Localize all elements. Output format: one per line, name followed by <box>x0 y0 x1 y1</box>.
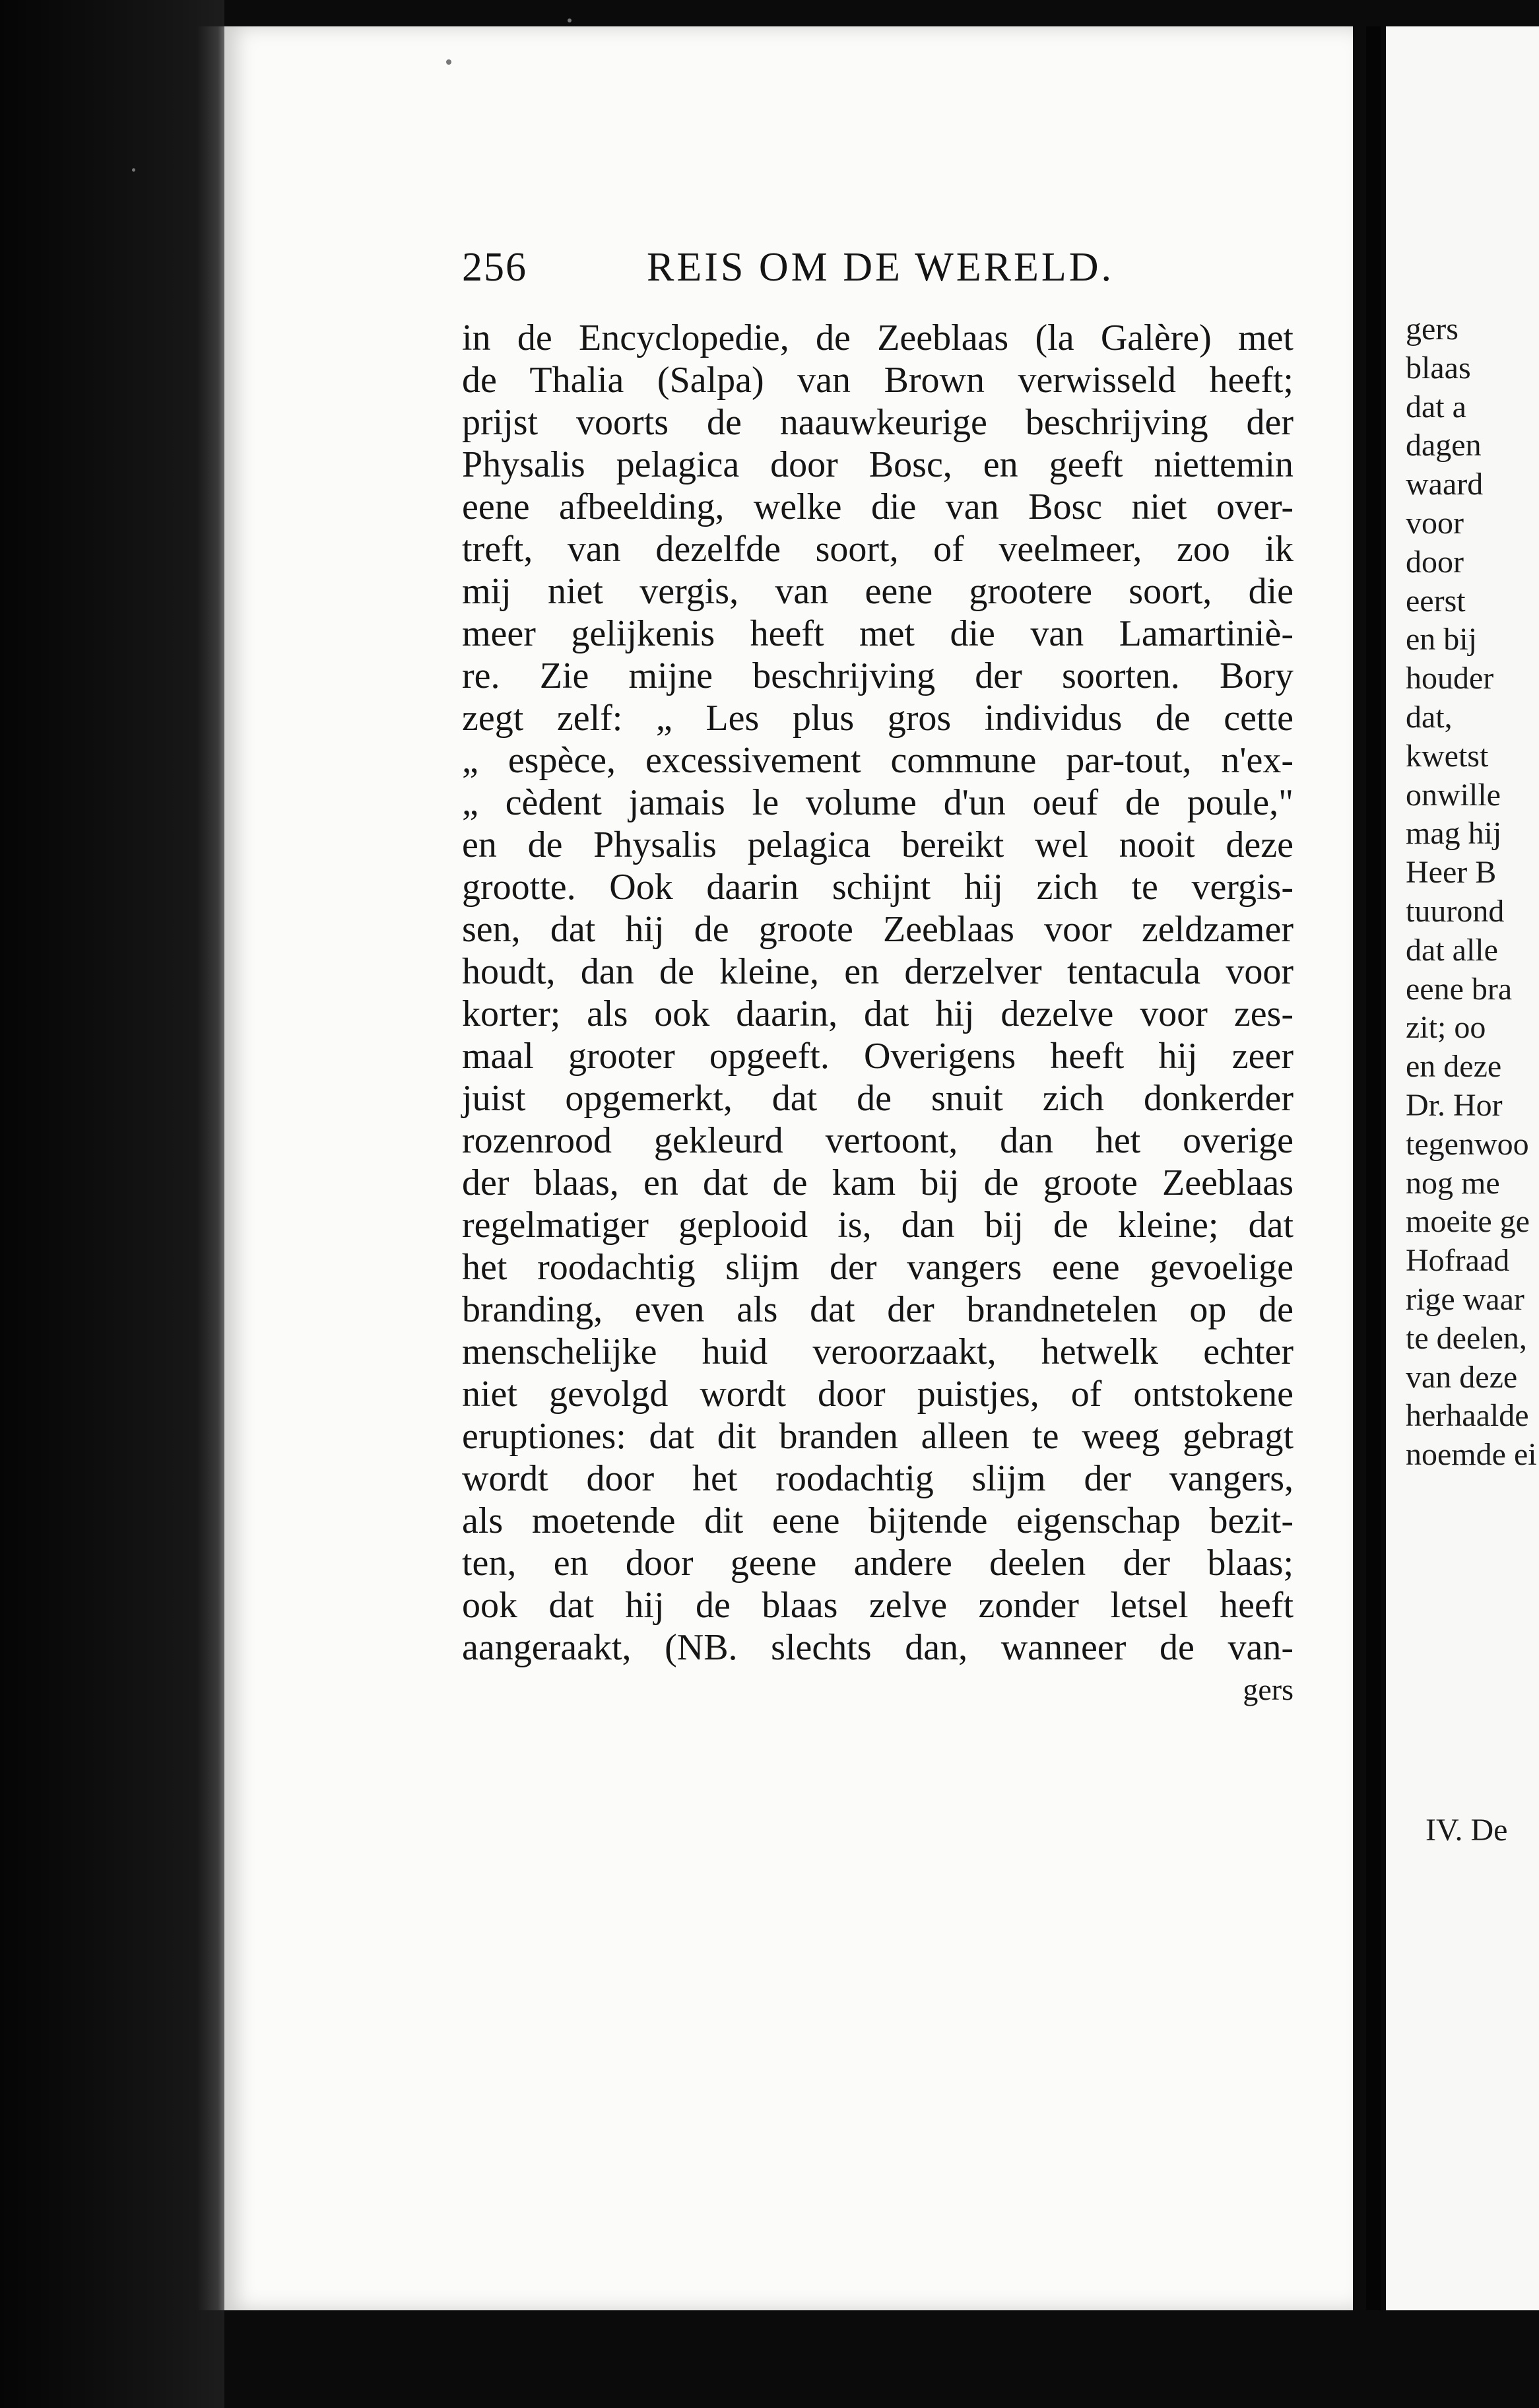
text-line: prijst voorts de naauwkeurige beschrijving der <box>462 402 1293 443</box>
facing-page-line: houder <box>1406 661 1494 696</box>
paper-speck <box>446 59 451 65</box>
facing-page-line: Hofraad <box>1406 1243 1510 1279</box>
facing-page-line: dagen <box>1406 428 1482 463</box>
text-line: het roodachtig slijm der vangers eene gevoelige <box>462 1247 1293 1288</box>
text-line: der blaas, en dat de kam bij de groote Zeeblaas <box>462 1162 1293 1203</box>
body-text <box>462 317 1293 1711</box>
facing-page-line: en bij <box>1406 622 1477 657</box>
facing-page-line: te deelen, <box>1406 1320 1527 1356</box>
facing-page-line: dat a <box>1406 389 1466 424</box>
facing-page-footer: IV. De <box>1425 1813 1508 1848</box>
facing-page-line: onwille <box>1406 777 1501 813</box>
running-title: REIS OM DE WERELD. <box>647 245 1115 290</box>
paper-speck <box>568 18 572 22</box>
text-line: regelmatiger geplooid is, dan bij de kleine; dat <box>462 1205 1293 1246</box>
facing-page-line: rige waar <box>1406 1281 1524 1317</box>
text-line: houdt, dan de kleine, en derzelver tentacula voor <box>462 951 1293 992</box>
text-line: mij niet vergis, van eene grootere soort, die <box>462 571 1293 612</box>
text-line: als moetende dit eene bijtende eigenschap bezit- <box>462 1500 1293 1541</box>
text-line: juist opgemerkt, dat de snuit zich donkerder <box>462 1078 1293 1119</box>
facing-page-line: eerst <box>1406 583 1466 619</box>
text-line: zegt zelf: „ Les plus gros individus de cette <box>462 698 1293 739</box>
text-line: ten, en door geene andere deelen der blaas; <box>462 1543 1293 1584</box>
page-header <box>462 244 1188 304</box>
facing-page-line: zit; oo <box>1406 1010 1486 1046</box>
facing-page-line: en deze <box>1406 1049 1502 1085</box>
paper-speck <box>132 168 135 172</box>
text-line: en de Physalis pelagica bereikt wel nooit deze <box>462 824 1293 865</box>
facing-page-line: moeite ge <box>1406 1204 1530 1240</box>
text-line: korter; als ook daarin, dat hij dezelve voor zes- <box>462 993 1293 1034</box>
page-divider <box>1366 26 1381 2310</box>
facing-page-line: Heer B <box>1406 855 1497 890</box>
text-line: maal grooter opgeeft. Overigens heeft hij zeer <box>462 1036 1293 1077</box>
text-line: eruptiones: dat dit branden alleen te weeg gebragt <box>462 1416 1293 1457</box>
text-line: ook dat hij de blaas zelve zonder letsel heeft <box>462 1585 1293 1626</box>
facing-page-line: nog me <box>1406 1165 1500 1201</box>
text-line: wordt door het roodachtig slijm der vangers, <box>462 1458 1293 1499</box>
facing-page-line: tuurond <box>1406 893 1505 929</box>
text-line: sen, dat hij de groote Zeeblaas voor zeldzamer <box>462 909 1293 950</box>
text-line: meer gelijkenis heeft met die van Lamartiniè- <box>462 613 1293 654</box>
facing-page-line: voor <box>1406 505 1464 541</box>
text-line: grootte. Ook daarin schijnt hij zich te vergis- <box>462 867 1293 908</box>
text-line: rozenrood gekleurd vertoont, dan het overige <box>462 1120 1293 1161</box>
facing-page-line: blaas <box>1406 350 1471 385</box>
facing-page-line: tegenwoo <box>1406 1126 1529 1162</box>
page-number: 256 <box>462 245 527 290</box>
text-line: treft, van dezelfde soort, of veelmeer, zoo ik <box>462 529 1293 570</box>
facing-page-line: eene bra <box>1406 971 1513 1007</box>
facing-page-line: dat, <box>1406 699 1453 735</box>
facing-page-line: gers <box>1406 312 1458 347</box>
text-line: aangeraakt, (NB. slechts dan, wanneer de van- <box>462 1627 1293 1668</box>
text-line: in de Encyclopedie, de Zeeblaas (la Galère) met <box>462 318 1293 358</box>
book-gutter <box>0 0 224 2408</box>
text-line: niet gevolgd wordt door puistjes, of ontstokene <box>462 1374 1293 1415</box>
facing-page-line: Dr. Hor <box>1406 1087 1503 1123</box>
facing-page-line: van deze <box>1406 1359 1518 1395</box>
text-line: eene afbeelding, welke die van Bosc niet over- <box>462 486 1293 527</box>
facing-page-line: mag hij <box>1406 816 1502 852</box>
facing-page-line: noemde ei <box>1406 1437 1537 1473</box>
facing-page-line: waard <box>1406 467 1484 502</box>
text-line: Physalis pelagica door Bosc, en geeft niettemin <box>462 444 1293 485</box>
text-line: re. Zie mijne beschrijving der soorten. Bory <box>462 655 1293 696</box>
facing-page-line: kwetst <box>1406 738 1489 774</box>
facing-page-line: dat alle <box>1406 932 1498 968</box>
facing-page-line: door <box>1406 544 1464 580</box>
text-line: branding, even als dat der brandnetelen op de <box>462 1289 1293 1330</box>
text-line: „ cèdent jamais le volume d'un oeuf de poule," <box>462 782 1293 823</box>
facing-page-text <box>1406 310 1539 1475</box>
facing-page-line: herhaalde <box>1406 1398 1529 1434</box>
text-line: de Thalia (Salpa) van Brown verwisseld heeft; <box>462 360 1293 401</box>
text-line: „ espèce, excessivement commune par-tout, n'ex- <box>462 740 1293 781</box>
catchword: gers <box>1243 1673 1293 1706</box>
text-line: menschelijke huid veroorzaakt, hetwelk echter <box>462 1331 1293 1372</box>
